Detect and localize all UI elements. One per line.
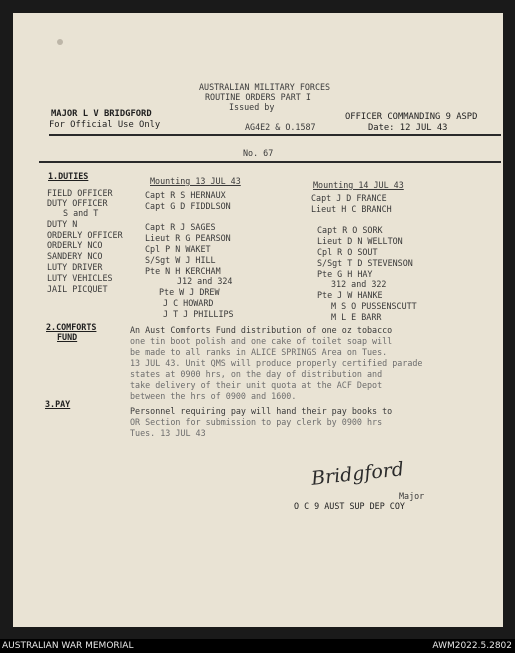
duty-assignee-14: Lieut D N WELLTON [317, 236, 403, 246]
comforts-line: states at 0900 hrs, on the day of distribution and [130, 369, 383, 379]
duty-role: LUTY DRIVER [47, 262, 103, 272]
duty-assignee-13: Pte N H KERCHAM [145, 266, 221, 276]
duty-assignee-14: M L E BARR [331, 312, 382, 322]
duties-heading: 1.DUTIES [48, 171, 89, 181]
comforts-heading: 2.COMFORTS [46, 322, 97, 332]
header-issued: Issued by [229, 102, 275, 112]
duty-assignee-14: 312 and 322 [331, 279, 387, 289]
document-page [13, 13, 503, 627]
section-rule [39, 161, 501, 163]
mounting-13: Mounting 13 JUL 43 [150, 176, 241, 186]
duty-role: DUTY OFFICER [47, 198, 108, 208]
archive-name: AUSTRALIAN WAR MEMORIAL [2, 641, 134, 651]
header-subtitle: ROUTINE ORDERS PART I [205, 92, 311, 102]
duty-assignee-13: J12 and 324 [177, 276, 233, 286]
comforts-line: be made to all ranks in ALICE SPRINGS Area on Tues. [130, 347, 388, 357]
header-rule [49, 134, 501, 136]
handwritten-signature: Bridgford [310, 458, 406, 490]
duty-role: S and T [63, 208, 99, 218]
pay-heading: 3.PAY [45, 399, 71, 409]
comforts-line: An Aust Comforts Fund distribution of one oz tobacco [130, 325, 393, 335]
pay-line: OR Section for submission to pay clerk by 0900 hrs [130, 417, 383, 427]
comforts-subheading: FUND [57, 332, 78, 342]
archive-footer [0, 639, 515, 653]
duty-role: FIELD OFFICER [47, 188, 113, 198]
duty-role: SANDERY NCO [47, 251, 103, 261]
official-use: For Official Use Only [49, 120, 161, 130]
duty-role: DUTY N [47, 219, 78, 229]
duty-assignee-14: M S O PUSSENSCUTT [331, 301, 417, 311]
mounting-14: Mounting 14 JUL 43 [313, 180, 404, 190]
duty-assignee-14: Pte G H HAY [317, 269, 373, 279]
duty-assignee-14: Pte J W HANKE [317, 290, 383, 300]
duty-assignee-14: Capt R O SORK [317, 225, 383, 235]
order-date: Date: 12 JUL 43 [368, 123, 448, 133]
signature-rank: Major [399, 491, 425, 501]
reference: AG4E2 & O.1587 [245, 122, 316, 132]
duty-assignee-13: J T J PHILLIPS [163, 309, 234, 319]
duty-assignee-13: Capt R S HERNAUX [145, 190, 226, 200]
comforts-line: between the hrs of 0900 and 1600. [130, 391, 297, 401]
pay-line: Personnel requiring pay will hand their pay books to [130, 406, 393, 416]
comforts-line: take delivery of their unit quota at the ACF Depot [130, 380, 383, 390]
duty-assignee-14: Cpl R O SOUT [317, 247, 378, 257]
duty-assignee-13: Capt G D FIDDLSON [145, 201, 231, 211]
commanding-officer: OFFICER COMMANDING 9 ASPD [345, 112, 478, 122]
header-title: AUSTRALIAN MILITARY FORCES [199, 82, 331, 92]
signature-unit: O C 9 AUST SUP DEP COY [294, 501, 405, 511]
duty-role: ORDERLY OFFICER [47, 230, 123, 240]
archive-reference: AWM2022.5.2802 [432, 641, 512, 651]
duty-assignee-13: Lieut R G PEARSON [145, 233, 231, 243]
duty-role: LUTY VEHICLES [47, 273, 113, 283]
duty-assignee-14: Lieut H C BRANCH [311, 204, 392, 214]
comforts-line: 13 JUL 43. Unit QMS will produce properly certified parade [130, 358, 423, 368]
duty-assignee-13: J C HOWARD [163, 298, 214, 308]
duty-role: JAIL PICQUET [47, 284, 108, 294]
punch-hole [57, 39, 63, 45]
duty-assignee-14: S/Sgt T D STEVENSON [317, 258, 413, 268]
duty-assignee-14: Capt J D FRANCE [311, 193, 387, 203]
duty-role: ORDERLY NCO [47, 240, 103, 250]
duty-assignee-13: Capt R J SAGES [145, 222, 216, 232]
pay-line: Tues. 13 JUL 43 [130, 428, 206, 438]
issuer-name: MAJOR L V BRIDGFORD [51, 109, 152, 119]
duty-assignee-13: S/Sgt W J HILL [145, 255, 216, 265]
duty-assignee-13: Pte W J DREW [159, 287, 220, 297]
duty-assignee-13: Cpl P N WAKET [145, 244, 211, 254]
comforts-line: one tin boot polish and one cake of toilet soap will [130, 336, 393, 346]
order-number: No. 67 [243, 148, 274, 158]
